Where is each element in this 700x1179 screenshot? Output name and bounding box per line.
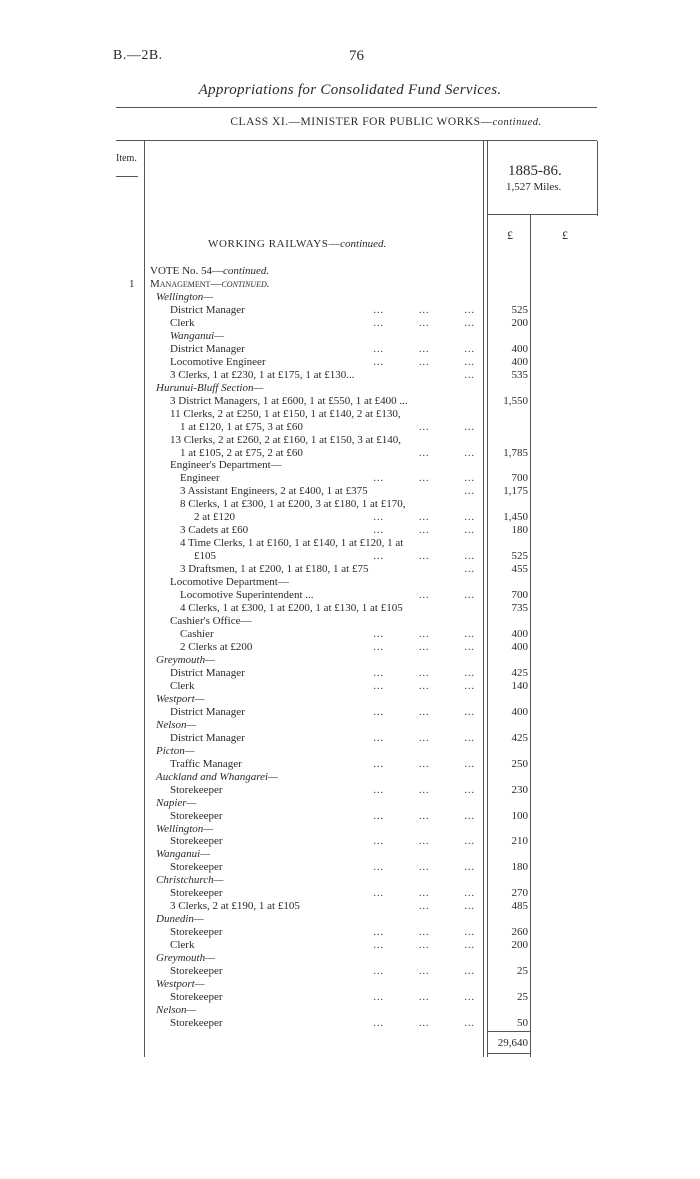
- row-label: [156, 291, 213, 304]
- leader-dots: ... ...: [419, 448, 475, 459]
- title-rule: [116, 107, 597, 108]
- row-label-text: 3 Draftsmen, 1 at £200, 1 at £180, 1 at £75: [180, 563, 369, 575]
- table-row: [0, 343, 700, 356]
- row-label-text: Nelson—: [156, 1004, 197, 1016]
- table-row: [0, 563, 700, 576]
- row-label: [156, 771, 278, 784]
- table-row: [0, 810, 700, 823]
- item-header-underline: [116, 176, 138, 177]
- year-column-rule-right: [597, 141, 598, 216]
- row-label: [170, 667, 245, 680]
- row-label: [180, 537, 403, 550]
- row-label-text: Storekeeper: [170, 810, 223, 822]
- row-label: [180, 641, 252, 654]
- row-amount: 485: [511, 900, 528, 912]
- leader-dots: ... ... ...: [373, 927, 475, 938]
- row-label-text: Nelson—: [156, 719, 197, 731]
- leader-dots: ... ... ...: [373, 992, 475, 1003]
- table-row: [0, 421, 700, 434]
- row-label-text: 2 at £120: [194, 511, 235, 523]
- row-label: [170, 965, 223, 978]
- leader-dots: ... ... ...: [373, 473, 475, 484]
- table-row: [0, 589, 700, 602]
- row-amount: 525: [511, 304, 528, 316]
- leader-dots: ... ... ...: [373, 357, 475, 368]
- leader-dots: ...: [464, 486, 475, 497]
- table-row: [0, 1004, 700, 1017]
- row-label-text: Napier—: [156, 797, 197, 809]
- table-row: [0, 265, 700, 278]
- row-label-text: Clerk: [170, 680, 195, 692]
- row-label-text: Management—: [150, 278, 222, 290]
- row-amount: 400: [511, 356, 528, 368]
- row-amount: 140: [511, 680, 528, 692]
- row-label-text: Auckland and Whangarei—: [156, 771, 278, 783]
- row-amount: 400: [511, 641, 528, 653]
- row-label: [180, 602, 403, 615]
- row-amount: 180: [511, 861, 528, 873]
- table-row: [0, 434, 700, 447]
- row-label-text: Christchurch—: [156, 874, 224, 886]
- table-row: [0, 848, 700, 861]
- table-row: [0, 291, 700, 304]
- row-label-text: Storekeeper: [170, 926, 223, 938]
- table-row: [0, 408, 700, 421]
- row-amount: 400: [511, 628, 528, 640]
- row-label: [170, 330, 224, 343]
- item-column-header: Item.: [116, 153, 137, 164]
- row-amount: 425: [511, 667, 528, 679]
- row-amount: 1,450: [503, 511, 528, 523]
- row-label: [194, 511, 235, 524]
- row-label: [170, 434, 401, 447]
- page-number: 76: [349, 48, 364, 64]
- table-row: [0, 926, 700, 939]
- row-label: [170, 343, 245, 356]
- class-title-main: CLASS XI.—MINISTER FOR PUBLIC WORKS—: [230, 116, 493, 128]
- page-reference: B.—2B.: [113, 48, 163, 63]
- table-row: [0, 797, 700, 810]
- class-title: [116, 116, 656, 128]
- row-amount: 50: [517, 1017, 528, 1029]
- row-label-text: Storekeeper: [170, 784, 223, 796]
- table-row: [0, 537, 700, 550]
- row-label-suffix: continued.: [221, 278, 270, 290]
- table-row: [0, 278, 700, 291]
- row-label: [180, 628, 214, 641]
- row-label-text: VOTE No. 54—: [150, 265, 224, 277]
- row-label-text: Dunedin—: [156, 913, 204, 925]
- row-label-text: Wanganui—: [170, 330, 224, 342]
- table-row: [0, 576, 700, 589]
- row-label-text: 4 Clerks, 1 at £300, 1 at £200, 1 at £130, 1 at £105: [180, 602, 403, 614]
- row-amount: 400: [511, 343, 528, 355]
- row-amount: 210: [511, 835, 528, 847]
- table-row: [0, 745, 700, 758]
- row-label-text: Greymouth—: [156, 952, 215, 964]
- row-label-text: District Manager: [170, 706, 245, 718]
- row-label: [170, 926, 223, 939]
- row-label: [170, 887, 223, 900]
- row-label-text: Traffic Manager: [170, 758, 242, 770]
- row-label: [180, 472, 220, 485]
- row-label: [180, 421, 303, 434]
- table-row: [0, 1017, 700, 1030]
- table-row: [0, 369, 700, 382]
- row-amount: 1,175: [503, 485, 528, 497]
- table-row: [0, 317, 700, 330]
- table-row: [0, 511, 700, 524]
- row-label: [156, 874, 223, 887]
- row-label-text: 3 Cadets at £60: [180, 524, 249, 536]
- row-label: [170, 861, 223, 874]
- table-row: [0, 395, 700, 408]
- row-label: [156, 952, 215, 965]
- leader-dots: ... ... ...: [373, 668, 475, 679]
- table-row: [0, 680, 700, 693]
- row-amount: 455: [511, 563, 528, 575]
- leader-dots: ... ... ...: [373, 862, 475, 873]
- table-row: [0, 732, 700, 745]
- miles-header: 1,527 Miles.: [506, 181, 562, 193]
- row-label: [180, 563, 369, 576]
- row-label: [170, 317, 194, 330]
- row-label: [150, 265, 269, 278]
- row-label: [170, 615, 252, 628]
- table-row: [0, 667, 700, 680]
- table-row: [0, 693, 700, 706]
- table-top-rule: [116, 140, 597, 141]
- table-row: [0, 874, 700, 887]
- leader-dots: ... ...: [419, 422, 475, 433]
- row-label-text: Westport—: [156, 693, 205, 705]
- table-row: [0, 771, 700, 784]
- row-label-text: Hurunui-Bluff Section—: [156, 382, 264, 394]
- row-label-text: 3 Assistant Engineers, 2 at £400, 1 at £375: [180, 485, 368, 497]
- row-amount: 25: [517, 991, 528, 1003]
- leader-dots: ... ... ...: [373, 305, 475, 316]
- leader-dots: ...: [464, 370, 475, 381]
- table-row: [0, 887, 700, 900]
- row-label: [194, 550, 216, 563]
- row-label-text: Locomotive Superintendent ...: [180, 589, 314, 601]
- class-title-suffix: continued.: [492, 117, 542, 128]
- pound-column-header-2: £: [562, 228, 568, 242]
- table-row: [0, 965, 700, 978]
- row-label-text: Locomotive Engineer: [170, 356, 266, 368]
- row-label: [180, 498, 405, 511]
- table-row: [0, 900, 700, 913]
- section-title-main: WORKING RAILWAYS—: [208, 238, 341, 250]
- table-row: [0, 991, 700, 1004]
- row-label: [170, 576, 289, 589]
- row-label-text: Picton—: [156, 745, 195, 757]
- row-label: [170, 395, 408, 408]
- leader-dots: ... ... ...: [373, 551, 475, 562]
- leader-dots: ... ... ...: [373, 318, 475, 329]
- row-label: [170, 939, 194, 952]
- page-title: Appropriations for Consolidated Fund Services.: [198, 82, 502, 98]
- row-amount: 230: [511, 784, 528, 796]
- row-amount: 425: [511, 732, 528, 744]
- row-label-text: District Manager: [170, 667, 245, 679]
- table-row: [0, 835, 700, 848]
- leader-dots: ... ... ...: [373, 344, 475, 355]
- row-amount: 250: [511, 758, 528, 770]
- item-number: 1: [129, 278, 135, 290]
- table-row: [0, 952, 700, 965]
- row-label: [156, 848, 210, 861]
- table-row: [0, 459, 700, 472]
- row-label-text: Engineer: [180, 472, 220, 484]
- row-label-text: Westport—: [156, 978, 205, 990]
- row-amount: 180: [511, 524, 528, 536]
- row-label-text: Clerk: [170, 939, 195, 951]
- row-label-text: £105: [194, 550, 216, 562]
- row-label: [180, 485, 368, 498]
- year-header-rule: [487, 214, 597, 215]
- leader-dots: ... ... ...: [373, 733, 475, 744]
- row-label-text: Storekeeper: [170, 887, 223, 899]
- row-label-text: District Manager: [170, 304, 245, 316]
- table-row: [0, 304, 700, 317]
- leader-dots: ... ... ...: [373, 940, 475, 951]
- table-row: [0, 719, 700, 732]
- total-amount: 29,640: [497, 1037, 528, 1049]
- row-label-text: Storekeeper: [170, 1017, 223, 1029]
- row-label: [170, 732, 245, 745]
- table-row: [0, 641, 700, 654]
- row-amount: 700: [511, 589, 528, 601]
- pound-column-header-1: £: [507, 228, 513, 242]
- row-label-text: Storekeeper: [170, 965, 223, 977]
- row-label: [156, 797, 196, 810]
- row-label-text: 1 at £105, 2 at £75, 2 at £60: [180, 447, 303, 459]
- row-label-text: Clerk: [170, 317, 195, 329]
- row-label-suffix: continued.: [223, 265, 270, 277]
- table-row: [0, 939, 700, 952]
- leader-dots: ...: [464, 564, 475, 575]
- row-label-text: Cashier's Office—: [170, 615, 252, 627]
- table-row: [0, 356, 700, 369]
- table-row: [0, 913, 700, 926]
- row-label: [180, 589, 314, 602]
- leader-dots: ... ... ...: [373, 811, 475, 822]
- row-label-text: 4 Time Clerks, 1 at £160, 1 at £140, 1 at £120, 1 at: [180, 537, 404, 549]
- row-label-text: District Manager: [170, 732, 245, 744]
- row-label-text: Wanganui—: [156, 848, 210, 860]
- row-label: [156, 654, 215, 667]
- row-amount: 525: [511, 550, 528, 562]
- row-label: [170, 369, 355, 382]
- row-amount: 535: [511, 369, 528, 381]
- table-row: [0, 550, 700, 563]
- row-label: [170, 356, 266, 369]
- leader-dots: ... ... ...: [373, 681, 475, 692]
- row-label: [150, 278, 270, 291]
- row-label-text: Storekeeper: [170, 991, 223, 1003]
- table-row: [0, 382, 700, 395]
- leader-dots: ... ... ...: [373, 512, 475, 523]
- row-amount: 735: [511, 602, 528, 614]
- row-amount: 200: [511, 939, 528, 951]
- row-label: [156, 978, 205, 991]
- section-title: [208, 238, 386, 250]
- leader-dots: ... ...: [419, 901, 475, 912]
- row-amount: 100: [511, 810, 528, 822]
- row-amount: 400: [511, 706, 528, 718]
- leader-dots: ... ... ...: [373, 759, 475, 770]
- leader-dots: ... ... ...: [373, 785, 475, 796]
- row-amount: 700: [511, 472, 528, 484]
- table-row: [0, 524, 700, 537]
- row-amount: 25: [517, 965, 528, 977]
- leader-dots: ... ... ...: [373, 1018, 475, 1029]
- table-row: [0, 330, 700, 343]
- leader-dots: ... ... ...: [373, 836, 475, 847]
- row-label-text: Storekeeper: [170, 835, 223, 847]
- row-label: [170, 408, 401, 421]
- row-label-text: Cashier: [180, 628, 214, 640]
- row-label-text: 3 District Managers, 1 at £600, 1 at £550, 1 at £400 ...: [170, 395, 408, 407]
- leader-dots: ... ... ...: [373, 525, 475, 536]
- row-label-text: 1 at £120, 1 at £75, 3 at £60: [180, 421, 303, 433]
- table-row: [0, 654, 700, 667]
- table-row: [0, 485, 700, 498]
- row-label: [156, 913, 204, 926]
- row-label: [156, 382, 263, 395]
- total-rule-top: [487, 1031, 531, 1032]
- table-row: [0, 706, 700, 719]
- table-row: [0, 784, 700, 797]
- table-row: [0, 861, 700, 874]
- row-amount: 260: [511, 926, 528, 938]
- row-label: [170, 706, 245, 719]
- leader-dots: ... ... ...: [373, 966, 475, 977]
- row-label-text: Greymouth—: [156, 654, 215, 666]
- row-label: [170, 459, 282, 472]
- row-label-text: 3 Clerks, 2 at £190, 1 at £105: [170, 900, 300, 912]
- row-label-text: Wellington—: [156, 291, 214, 303]
- row-label: [156, 693, 205, 706]
- row-label: [170, 784, 223, 797]
- row-label-text: Locomotive Department—: [170, 576, 289, 588]
- row-label: [170, 835, 223, 848]
- row-label: [170, 1017, 223, 1030]
- row-amount: 270: [511, 887, 528, 899]
- row-label: [156, 719, 196, 732]
- row-label-text: Storekeeper: [170, 861, 223, 873]
- row-label: [170, 991, 223, 1004]
- total-rule-bottom: [487, 1053, 531, 1054]
- row-label-text: 11 Clerks, 2 at £250, 1 at £150, 1 at £140, 2 at £130,: [170, 408, 401, 420]
- row-label: [180, 524, 248, 537]
- table-row: [0, 978, 700, 991]
- row-label: [156, 1004, 196, 1017]
- table-row: [0, 758, 700, 771]
- row-amount: 1,785: [503, 447, 528, 459]
- table-row: [0, 498, 700, 511]
- leader-dots: ... ... ...: [373, 888, 475, 899]
- year-header: 1885-86.: [508, 163, 562, 179]
- leader-dots: ... ... ...: [373, 707, 475, 718]
- row-label: [170, 900, 300, 913]
- row-label: [170, 680, 194, 693]
- row-label-text: 2 Clerks at £200: [180, 641, 253, 653]
- row-label-text: 8 Clerks, 1 at £300, 1 at £200, 3 at £180, 1 at £170,: [180, 498, 406, 510]
- row-label-text: 13 Clerks, 2 at £260, 2 at £160, 1 at £150, 3 at £140,: [170, 434, 401, 446]
- row-amount: 1,550: [503, 395, 528, 407]
- leader-dots: ... ... ...: [373, 642, 475, 653]
- table-row: [0, 615, 700, 628]
- row-label: [170, 304, 245, 317]
- table-row: [0, 602, 700, 615]
- row-amount: 200: [511, 317, 528, 329]
- row-label-text: Engineer's Department—: [170, 459, 282, 471]
- row-label: [170, 758, 242, 771]
- row-label-text: District Manager: [170, 343, 245, 355]
- row-label: [170, 810, 223, 823]
- leader-dots: ... ...: [419, 590, 475, 601]
- section-title-suffix: continued.: [340, 238, 387, 250]
- leader-dots: ... ... ...: [373, 629, 475, 640]
- row-label-text: 3 Clerks, 1 at £230, 1 at £175, 1 at £130...: [170, 369, 355, 381]
- row-label: [156, 745, 195, 758]
- table-row: [0, 628, 700, 641]
- row-label-text: Wellington—: [156, 823, 214, 835]
- table-row: [0, 472, 700, 485]
